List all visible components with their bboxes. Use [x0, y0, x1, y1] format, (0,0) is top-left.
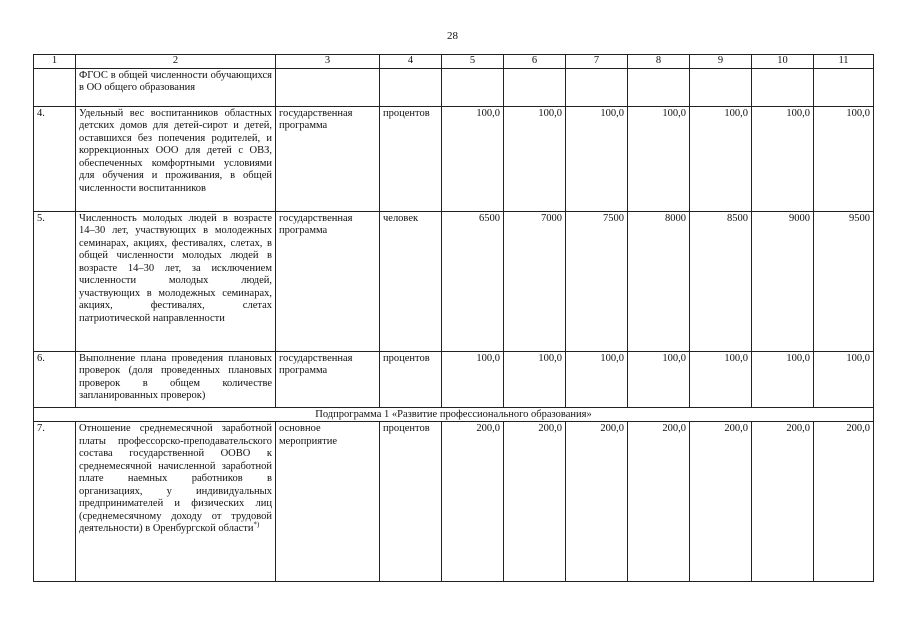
- indicator-description-text: Отношение среднемесячной заработной платы профессорско-преподавательского состава государственной ООВО к среднемесячной начисленной заработной плате наемных работников в организациях, у индивидуальных предпринимателей и физических лиц (среднемесячному доходу от трудовой деятельности) в Оренбургской области: [79, 423, 272, 534]
- indicator-row: [34, 351, 874, 407]
- column-number-cell: 7: [566, 55, 628, 69]
- indicator-value: [752, 68, 814, 106]
- indicator-value: 100,0: [566, 351, 628, 407]
- unit-of-measure: процентов: [380, 422, 442, 582]
- program-type: государственная программа: [276, 351, 380, 407]
- row-number: 5.: [34, 211, 76, 351]
- column-number-cell: 8: [628, 55, 690, 69]
- indicator-value: 100,0: [690, 351, 752, 407]
- indicator-value: 100,0: [628, 351, 690, 407]
- unit-of-measure: человек: [380, 211, 442, 351]
- indicator-value: 100,0: [442, 351, 504, 407]
- indicator-value: 9000: [752, 211, 814, 351]
- indicator-value: [566, 68, 628, 106]
- column-number-cell: 5: [442, 55, 504, 69]
- indicator-value: [628, 68, 690, 106]
- indicator-description-text: Выполнение плана проведения плановых проверок (доля проведенных плановых проверок в общем количестве запланированных проверок): [79, 352, 272, 401]
- indicator-value: 100,0: [752, 351, 814, 407]
- column-number-row: [34, 55, 874, 69]
- indicator-description: [76, 68, 276, 106]
- indicator-value: 100,0: [690, 106, 752, 211]
- row-number: 4.: [34, 106, 76, 211]
- indicator-value: 7000: [504, 211, 566, 351]
- row-number: [34, 68, 76, 106]
- indicator-value: [442, 68, 504, 106]
- indicator-value: [814, 68, 874, 106]
- indicator-description: [76, 422, 276, 582]
- subprogram-title: Подпрограмма 1 «Развитие профессионального образования»: [34, 407, 874, 422]
- indicator-value: 100,0: [752, 106, 814, 211]
- indicator-row: [34, 422, 874, 582]
- indicator-value: 200,0: [628, 422, 690, 582]
- indicator-value: 200,0: [566, 422, 628, 582]
- indicator-value: 200,0: [504, 422, 566, 582]
- indicator-value: [690, 68, 752, 106]
- program-type: государственная программа: [276, 211, 380, 351]
- subprogram-row: [34, 407, 874, 422]
- row-number: 6.: [34, 351, 76, 407]
- indicator-description-text: ФГОС в общей численности обучающихся в ОО общего образования: [79, 69, 272, 93]
- indicator-value: 6500: [442, 211, 504, 351]
- indicator-value: 200,0: [690, 422, 752, 582]
- unit-of-measure: процентов: [380, 351, 442, 407]
- page-number: 28: [447, 30, 458, 42]
- indicator-value: 100,0: [442, 106, 504, 211]
- program-type: [276, 68, 380, 106]
- column-number-cell: 10: [752, 55, 814, 69]
- indicator-value: 8000: [628, 211, 690, 351]
- indicator-description: [76, 106, 276, 211]
- column-number-cell: 2: [76, 55, 276, 69]
- indicator-value: 200,0: [442, 422, 504, 582]
- indicator-value: 100,0: [504, 351, 566, 407]
- indicator-value: 100,0: [504, 106, 566, 211]
- column-number-cell: 6: [504, 55, 566, 69]
- row-number: 7.: [34, 422, 76, 582]
- indicator-value: 7500: [566, 211, 628, 351]
- indicator-description-text: Удельный вес воспитанников областных детских домов для детей-сирот и детей, оставшихся без попечения родителей, и коррекционных ООО для детей с ОВЗ, обеспеченных комфортными условиями для обучения и проживания, в общей численности воспитанников: [79, 107, 272, 194]
- program-type: основное мероприятие: [276, 422, 380, 582]
- indicator-row: [34, 68, 874, 106]
- indicator-value: 200,0: [752, 422, 814, 582]
- indicator-value: 200,0: [814, 422, 874, 582]
- column-number-cell: 3: [276, 55, 380, 69]
- indicator-value: 9500: [814, 211, 874, 351]
- indicator-value: 100,0: [814, 351, 874, 407]
- indicators-table: [33, 54, 874, 582]
- column-number-cell: 11: [814, 55, 874, 69]
- column-number-cell: 4: [380, 55, 442, 69]
- unit-of-measure: процентов: [380, 106, 442, 211]
- indicator-value: 8500: [690, 211, 752, 351]
- indicator-value: 100,0: [566, 106, 628, 211]
- unit-of-measure: [380, 68, 442, 106]
- program-type: государственная программа: [276, 106, 380, 211]
- indicator-value: 100,0: [814, 106, 874, 211]
- indicator-description: [76, 351, 276, 407]
- indicator-value: [504, 68, 566, 106]
- indicator-row: [34, 211, 874, 351]
- indicator-description-text: Численность молодых людей в возрасте 14–30 лет, участвующих в молодежных семинарах, акциях, фестивалях, слетах, в общей численности молодых людей в возрасте 14–30 лет, за исключением численности молодых людей, участвующих в молодежных семинарах, акциях, фестивалях, слетах патриотической направленности: [79, 212, 272, 324]
- column-number-cell: 1: [34, 55, 76, 69]
- indicator-row: [34, 106, 874, 211]
- column-number-cell: 9: [690, 55, 752, 69]
- footnote-marker: *): [253, 520, 260, 529]
- indicator-value: 100,0: [628, 106, 690, 211]
- indicator-description: [76, 211, 276, 351]
